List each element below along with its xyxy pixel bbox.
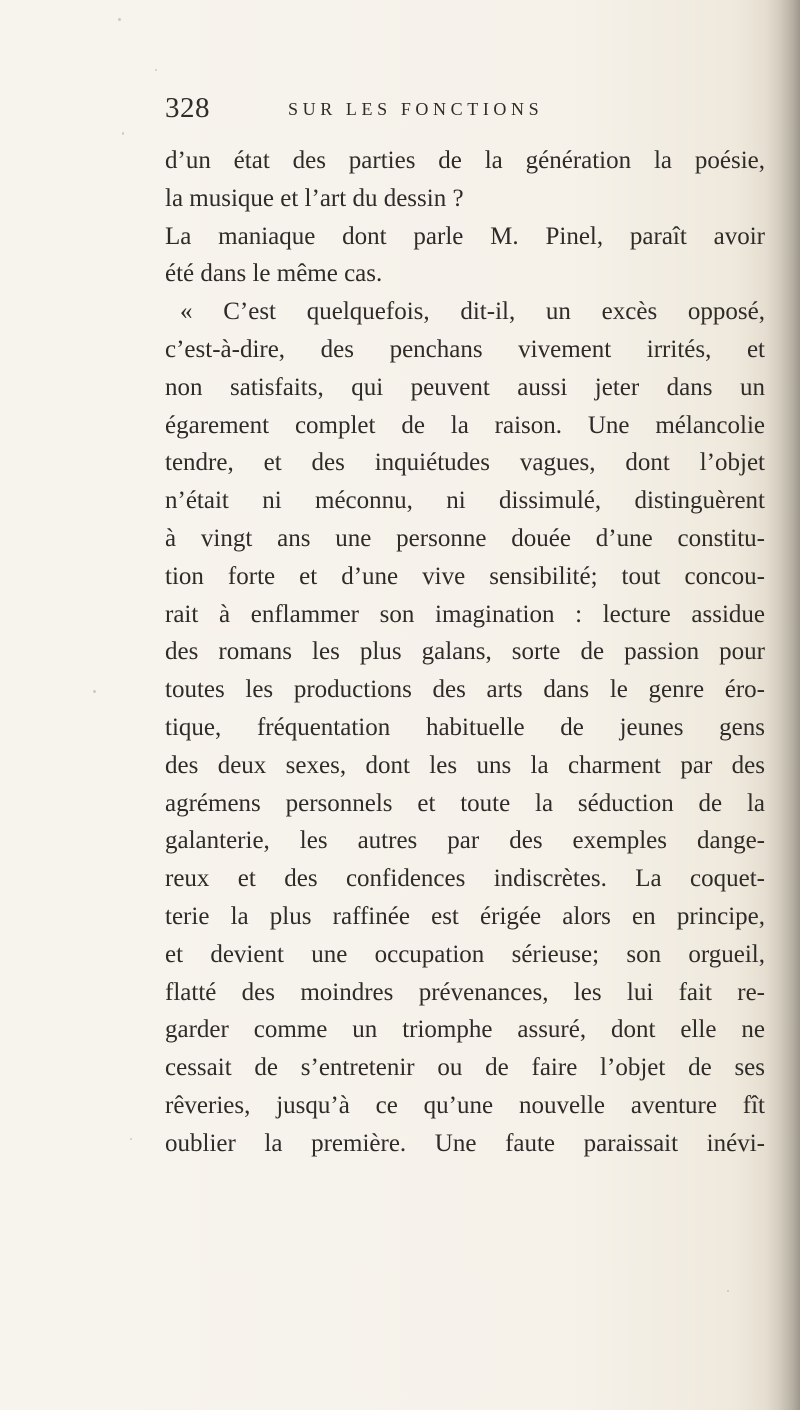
text-line: tique, fréquentation habituelle de jeunes gens bbox=[165, 713, 765, 741]
page-header bbox=[165, 92, 595, 132]
text-line: garder comme un triomphe assuré, dont elle ne bbox=[165, 1016, 765, 1044]
text-line: oublier la première. Une faute paraissait inévi- bbox=[165, 1129, 765, 1157]
text-line: c’est-à-dire, des penchans vivement irrités, et bbox=[165, 335, 765, 363]
text-line: La maniaque dont parle M. Pinel, paraît avoir bbox=[165, 222, 765, 250]
page-number: 328 bbox=[165, 92, 210, 124]
text-line: des romans les plus galans, sorte de passion pour bbox=[165, 638, 765, 666]
text-line: toutes les productions des arts dans le genre éro- bbox=[165, 676, 765, 704]
text-line: égarement complet de la raison. Une mélancolie bbox=[165, 411, 765, 439]
text-line: à vingt ans une personne douée d’une constitu- bbox=[165, 524, 765, 552]
text-line: n’était ni méconnu, ni dissimulé, distinguèrent bbox=[165, 487, 765, 515]
page-gutter-shadow bbox=[766, 0, 800, 1410]
text-line: la musique et l’art du dessin ? bbox=[165, 184, 464, 212]
body-text bbox=[165, 142, 765, 1163]
text-line: terie la plus raffinée est érigée alors en principe, bbox=[165, 902, 765, 930]
text-line: cessait de s’entretenir ou de faire l’objet de ses bbox=[165, 1054, 765, 1082]
text-line: reux et des confidences indiscrètes. La coquet- bbox=[165, 865, 765, 893]
text-line: non satisfaits, qui peuvent aussi jeter dans un bbox=[165, 373, 765, 401]
text-line: rêveries, jusqu’à ce qu’une nouvelle aventure fît bbox=[165, 1091, 765, 1119]
text-line: galanterie, les autres par des exemples dange- bbox=[165, 827, 765, 855]
text-line: d’un état des parties de la génération la poésie, bbox=[165, 147, 765, 174]
text-line: tion forte et d’une vive sensibilité; tout concou- bbox=[165, 562, 765, 590]
text-line: flatté des moindres prévenances, les lui fait re- bbox=[165, 978, 765, 1006]
text-line: rait à enflammer son imagination : lecture assidue bbox=[165, 600, 765, 628]
text-line: tendre, et des inquiétudes vagues, dont l’objet bbox=[165, 449, 765, 477]
text-line: agrémens personnels et toute la séduction de la bbox=[165, 789, 765, 817]
text-line: été dans le même cas. bbox=[165, 260, 383, 288]
running-head: SUR LES FONCTIONS bbox=[288, 99, 544, 119]
text-line: « C’est quelquefois, dit-il, un excès opposé, bbox=[180, 298, 765, 326]
text-line: des deux sexes, dont les uns la charment par des bbox=[165, 751, 765, 779]
text-line: et devient une occupation sérieuse; son orgueil, bbox=[165, 940, 765, 968]
